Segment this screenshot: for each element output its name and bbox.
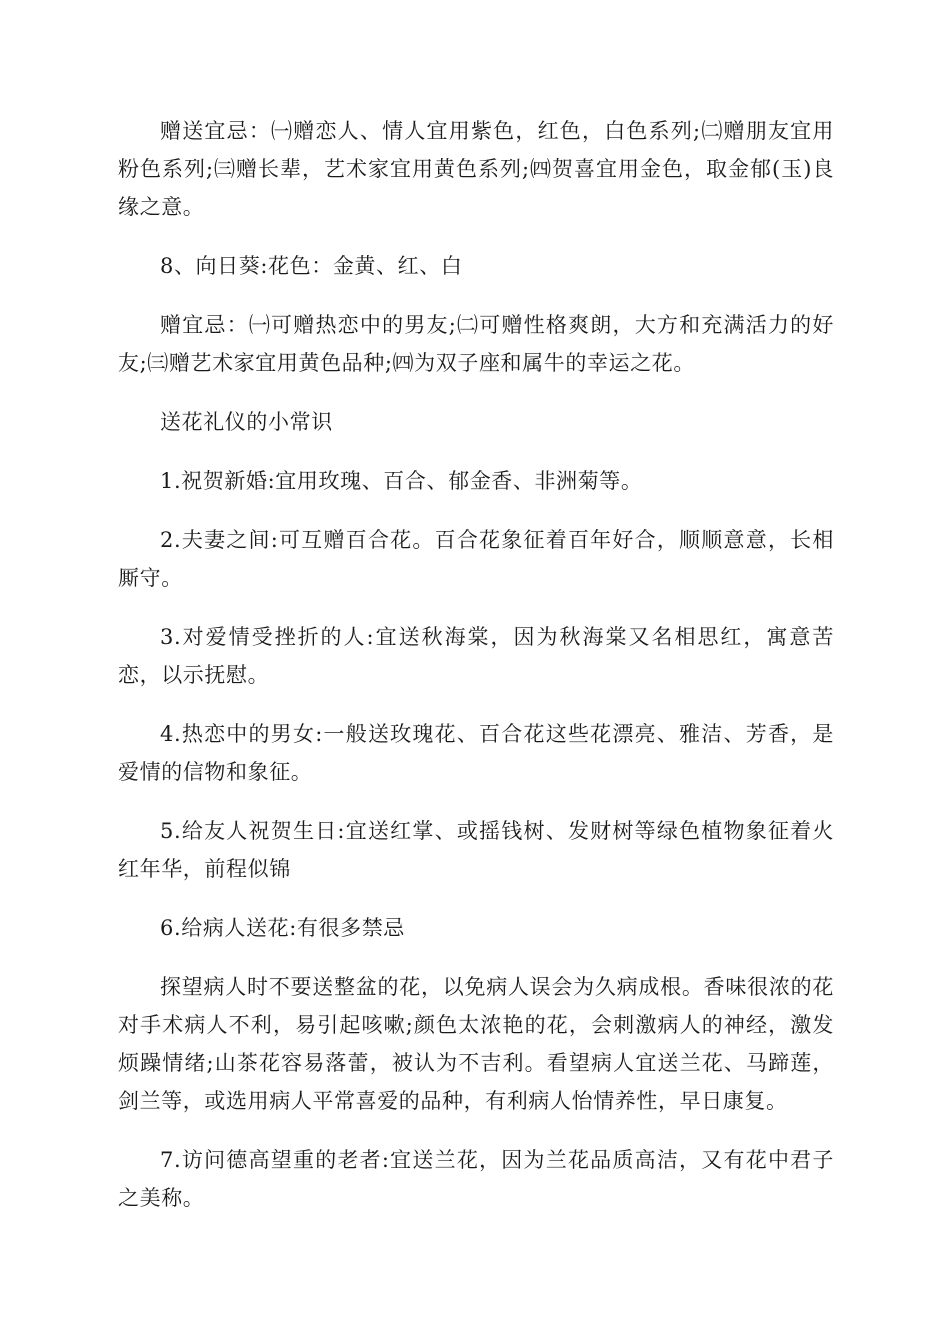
paragraph-gift-taboos-general: 赠送宜忌：㈠赠恋人、情人宜用紫色，红色，白色系列;㈡赠朋友宜用粉色系列;㈢赠长辈，艺术家宜用黄色系列;㈣贺喜宜用金色，取金郁(玉)良缘之意。 [118,119,834,219]
list-item-patients: 6.给病人送花:有很多禁忌 [160,916,405,940]
paragraph-sunflower-taboos: 赠宜忌：㈠可赠热恋中的男友;㈡可赠性格爽朗，大方和充满活力的好友;㈢赠艺术家宜用黄色品种;㈣为双子座和属牛的幸运之花。 [118,313,834,375]
list-item-elders: 7.访问德高望重的老者:宜送兰花，因为兰花品质高洁，又有花中君子之美称。 [118,1148,834,1210]
section-heading-etiquette: 送花礼仪的小常识 [160,410,333,434]
list-item-wedding: 1.祝贺新婚:宜用玫瑰、百合、郁金香、非洲菊等。 [160,469,643,493]
paragraph-patient-details: 探望病人时不要送整盆的花，以免病人误会为久病成根。香味很浓的花对手术病人不利，易引起咳嗽;颜色太浓艳的花，会刺激病人的神经，激发烦躁情绪;山茶花容易落蕾，被认为不吉利。看望病人宜送兰花、马蹄莲，剑兰等，或选用病人平常喜爱的品种，有利病人怡情养性，早日康复。 [118,975,834,1113]
list-item-heartbroken: 3.对爱情受挫折的人:宜送秋海棠，因为秋海棠又名相思红，寓意苦恋，以示抚慰。 [118,625,834,687]
list-item-couples: 2.夫妻之间:可互赠百合花。百合花象征着百年好合，顺顺意意，长相厮守。 [118,528,834,590]
list-item-birthday: 5.给友人祝贺生日:宜送红掌、或摇钱树、发财树等绿色植物象征着火红年华，前程似锦 [118,819,834,881]
list-item-lovers: 4.热恋中的男女:一般送玫瑰花、百合花这些花漂亮、雅洁、芳香，是爱情的信物和象征。 [118,722,834,784]
paragraph-sunflower-heading: 8、向日葵:花色：金黄、红、白 [160,254,463,278]
document-body [118,112,834,1238]
